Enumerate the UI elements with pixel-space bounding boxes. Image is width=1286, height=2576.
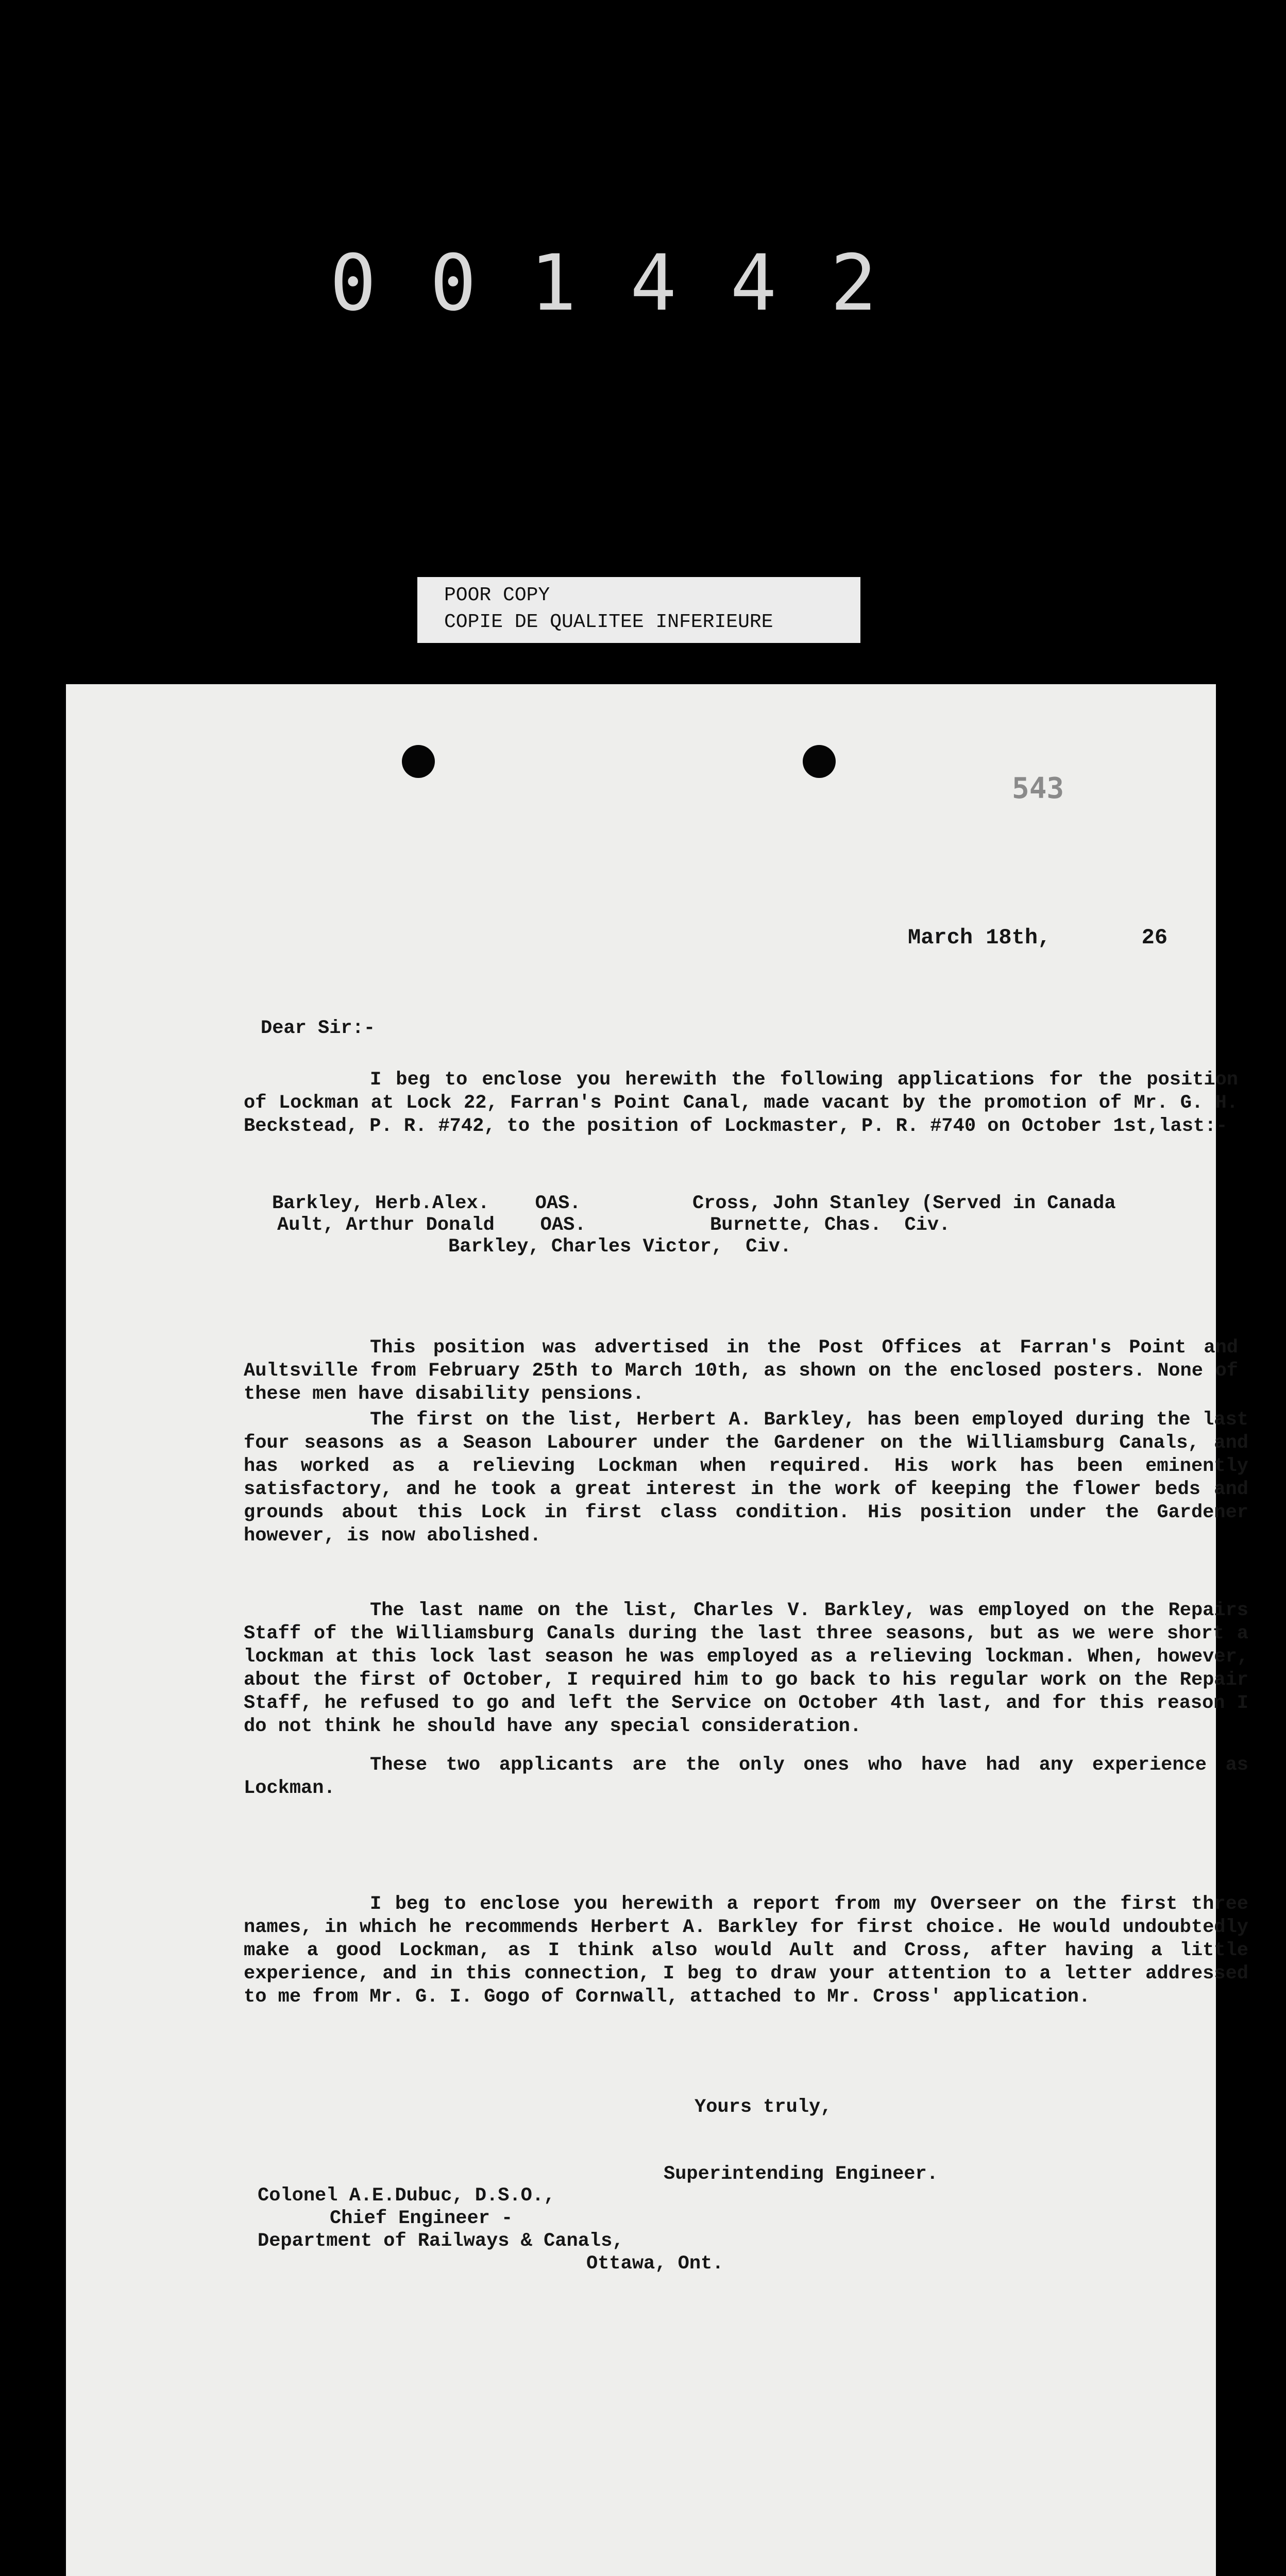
poor-copy-label — [417, 577, 860, 643]
paragraph-applications-text: I beg to enclose you herewith the following applications for the position of Lockman at Lock 22, Farran's Point Canal, made vacant by the promotion of Mr. G. H. Beckstead, P. R. #742, to the position of Lockmaster, P. R. #740 on October 1st,last:- — [244, 1069, 1238, 1137]
applicant-item: Cross, John Stanley (Served in Canada — [692, 1193, 1116, 1214]
applicant-item: Burnette, Chas. Civ. — [710, 1214, 951, 1236]
folio-number: 543 — [1012, 772, 1064, 805]
addressee-line: Ottawa, Ont. — [586, 2253, 724, 2275]
paragraph-applications — [244, 1069, 1238, 1138]
addressee-line: Chief Engineer - — [330, 2208, 513, 2229]
paragraph-herbert-barkley — [244, 1409, 1248, 1548]
paragraph-charles-barkley — [244, 1599, 1248, 1738]
applicant-item: Ault, Arthur Donald OAS. — [277, 1214, 586, 1236]
applicant-item: Barkley, Herb.Alex. OAS. — [272, 1193, 581, 1214]
frame-number: 001442 — [330, 239, 930, 328]
paragraph-advertised-text: This position was advertised in the Post Offices at Farran's Point and Aultsville from February 25th to March 10th, as shown on the enclosed posters. None of these men have disability pensions. — [244, 1337, 1238, 1405]
punch-hole-right — [803, 745, 836, 778]
punch-hole-left — [402, 745, 435, 778]
paragraph-experience — [244, 1754, 1248, 1800]
letter-page — [66, 684, 1248, 2576]
applicant-item: Barkley, Charles Victor, Civ. — [448, 1236, 792, 1258]
paragraph-charles-barkley-text: The last name on the list, Charles V. Barkley, was employed on the Repairs Staff of the Williamsburg Canals during the last three seasons, but as we were short a lockman at this lock last season he was employed as a relieving lockman. When, however, about the first of October, I required him to go back to his regular work on the Repair Staff, he refused to go and left the Service on October 4th last, and for this reason I do not think he should have any special consideration. — [244, 1600, 1248, 1737]
addressee-line: Department of Railways & Canals, — [258, 2230, 624, 2252]
poor-copy-line2: COPIE DE QUALITEE INFERIEURE — [444, 611, 773, 633]
paragraph-advertised — [244, 1336, 1238, 1406]
paragraph-experience-text: These two applicants are the only ones who have had any experience as Lockman. — [244, 1754, 1248, 1799]
paragraph-overseer-report-text: I beg to enclose you herewith a report from my Overseer on the first three names, in which he recommends Herbert A. Barkley for first choice. He would undoubtedly make a good Lockman, as I think also would Ault and Cross, after having a little experience, and in this connection, I beg to draw your attention to a letter addressed to me from Mr. G. I. Gogo of Cornwall, attached to Mr. Cross' application. — [244, 1893, 1248, 2008]
closing: Yours truly, — [695, 2096, 832, 2118]
signature-title: Superintending Engineer. — [664, 2163, 938, 2185]
paragraph-overseer-report — [244, 1893, 1248, 2009]
salutation: Dear Sir:- — [261, 1018, 376, 1039]
addressee-line: Colonel A.E.Dubuc, D.S.O., — [258, 2185, 555, 2207]
paragraph-herbert-barkley-text: The first on the list, Herbert A. Barkley, has been employed during the last four seasons as a Season Labourer under the Gardener on the Williamsburg Canals, and has worked as a relieving Lockman when required. His work has been eminently satisfactory, and he took a great interest in the work of keeping the flower beds and grounds about this Lock in first class condition. His position under the Gardener however, is now abolished. — [244, 1409, 1248, 1547]
poor-copy-line1: POOR COPY — [444, 584, 550, 606]
letter-date: March 18th, 26 — [908, 925, 1168, 950]
